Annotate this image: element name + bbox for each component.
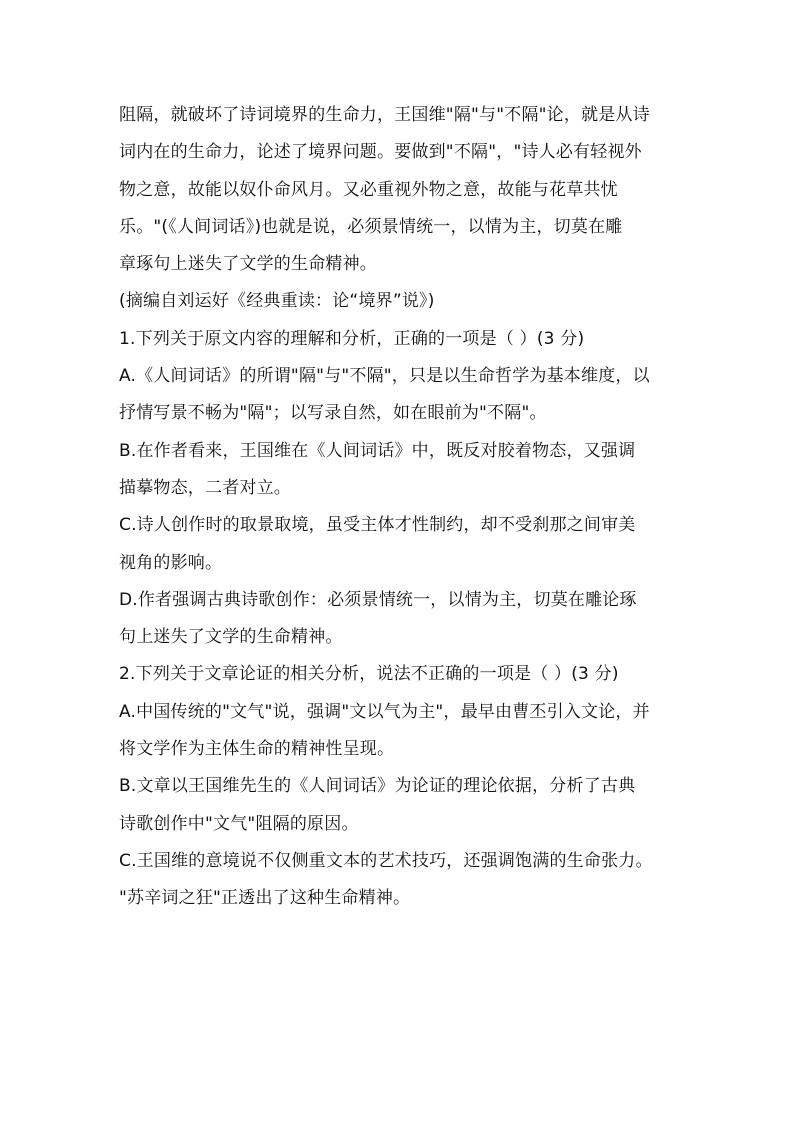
source-citation: (摘编自刘运好《经典重读：论“境界”说》) (119, 291, 435, 312)
q1-option-c-line-1: C.诗人创作时的取景取境，虽受主体才性制约，却不受刹那之间审美 (119, 515, 636, 536)
q1-option-c-line-2: 视角的影响。 (119, 552, 223, 573)
q2-option-b-line-2: 诗歌创作中"文气"阻隔的原因。 (119, 813, 359, 834)
q1-option-b-line-2: 描摹物态，二者对立。 (119, 477, 291, 498)
q2-option-c-line-2: "苏辛词之狂"正透出了这种生命精神。 (119, 888, 411, 909)
q2-option-a-line-1: A.中国传统的"文气"说，强调"文以气为主"，最早由曹丕引入文论，并 (119, 701, 650, 722)
q1-option-a-line-1: A.《人间词话》的所谓"隔"与"不隔"，只是以生命哲学为基本维度，以 (119, 366, 650, 387)
question-1: 1.下列关于原文内容的理解和分析，正确的一项是（ ）(3 分) (119, 328, 585, 349)
q1-option-d-line-1: D.作者强调古典诗歌创作：必须景情统一，以情为主，切莫在雕论琢 (119, 589, 637, 610)
text-line-2: 词内在的生命力，论述了境界问题。要做到"不隔"，"诗人必有轻视外 (119, 142, 642, 163)
q1-option-a-line-2: 抒情写景不畅为"隔"；以写录自然，如在眼前为"不隔"。 (119, 403, 547, 424)
text-line-3: 物之意，故能以奴仆命风月。又必重视外物之意，故能与花草共忧 (119, 179, 618, 200)
q2-option-c-line-1: C.王国维的意境说不仅侧重文本的艺术技巧，还强调饱满的生命张力。 (119, 850, 653, 871)
text-line-1: 阻隔，就破坏了诗词境界的生命力，王国维"隔"与"不隔"论，就是从诗 (119, 105, 650, 125)
q1-option-b-line-1: B.在作者看来，王国维在《人间词话》中，既反对胶着物态，又强调 (119, 440, 636, 461)
document-body (119, 97, 679, 918)
question-2: 2.下列关于文章论证的相关分析，说法不正确的一项是（ ）(3 分) (119, 664, 619, 685)
text-line-4: 乐。"(《人间词话》)也就是说，必须景情统一，以情为主，切莫在雕 (119, 216, 623, 237)
q2-option-a-line-2: 将文学作为主体生命的精神性呈现。 (119, 739, 395, 760)
q1-option-d-line-2: 句上迷失了文学的生命精神。 (119, 627, 343, 648)
text-line-5: 章琢句上迷失了文学的生命精神。 (119, 254, 377, 275)
q2-option-b-line-1: B.文章以王国维先生的《人间词话》为论证的理论依据，分析了古典 (119, 776, 636, 797)
